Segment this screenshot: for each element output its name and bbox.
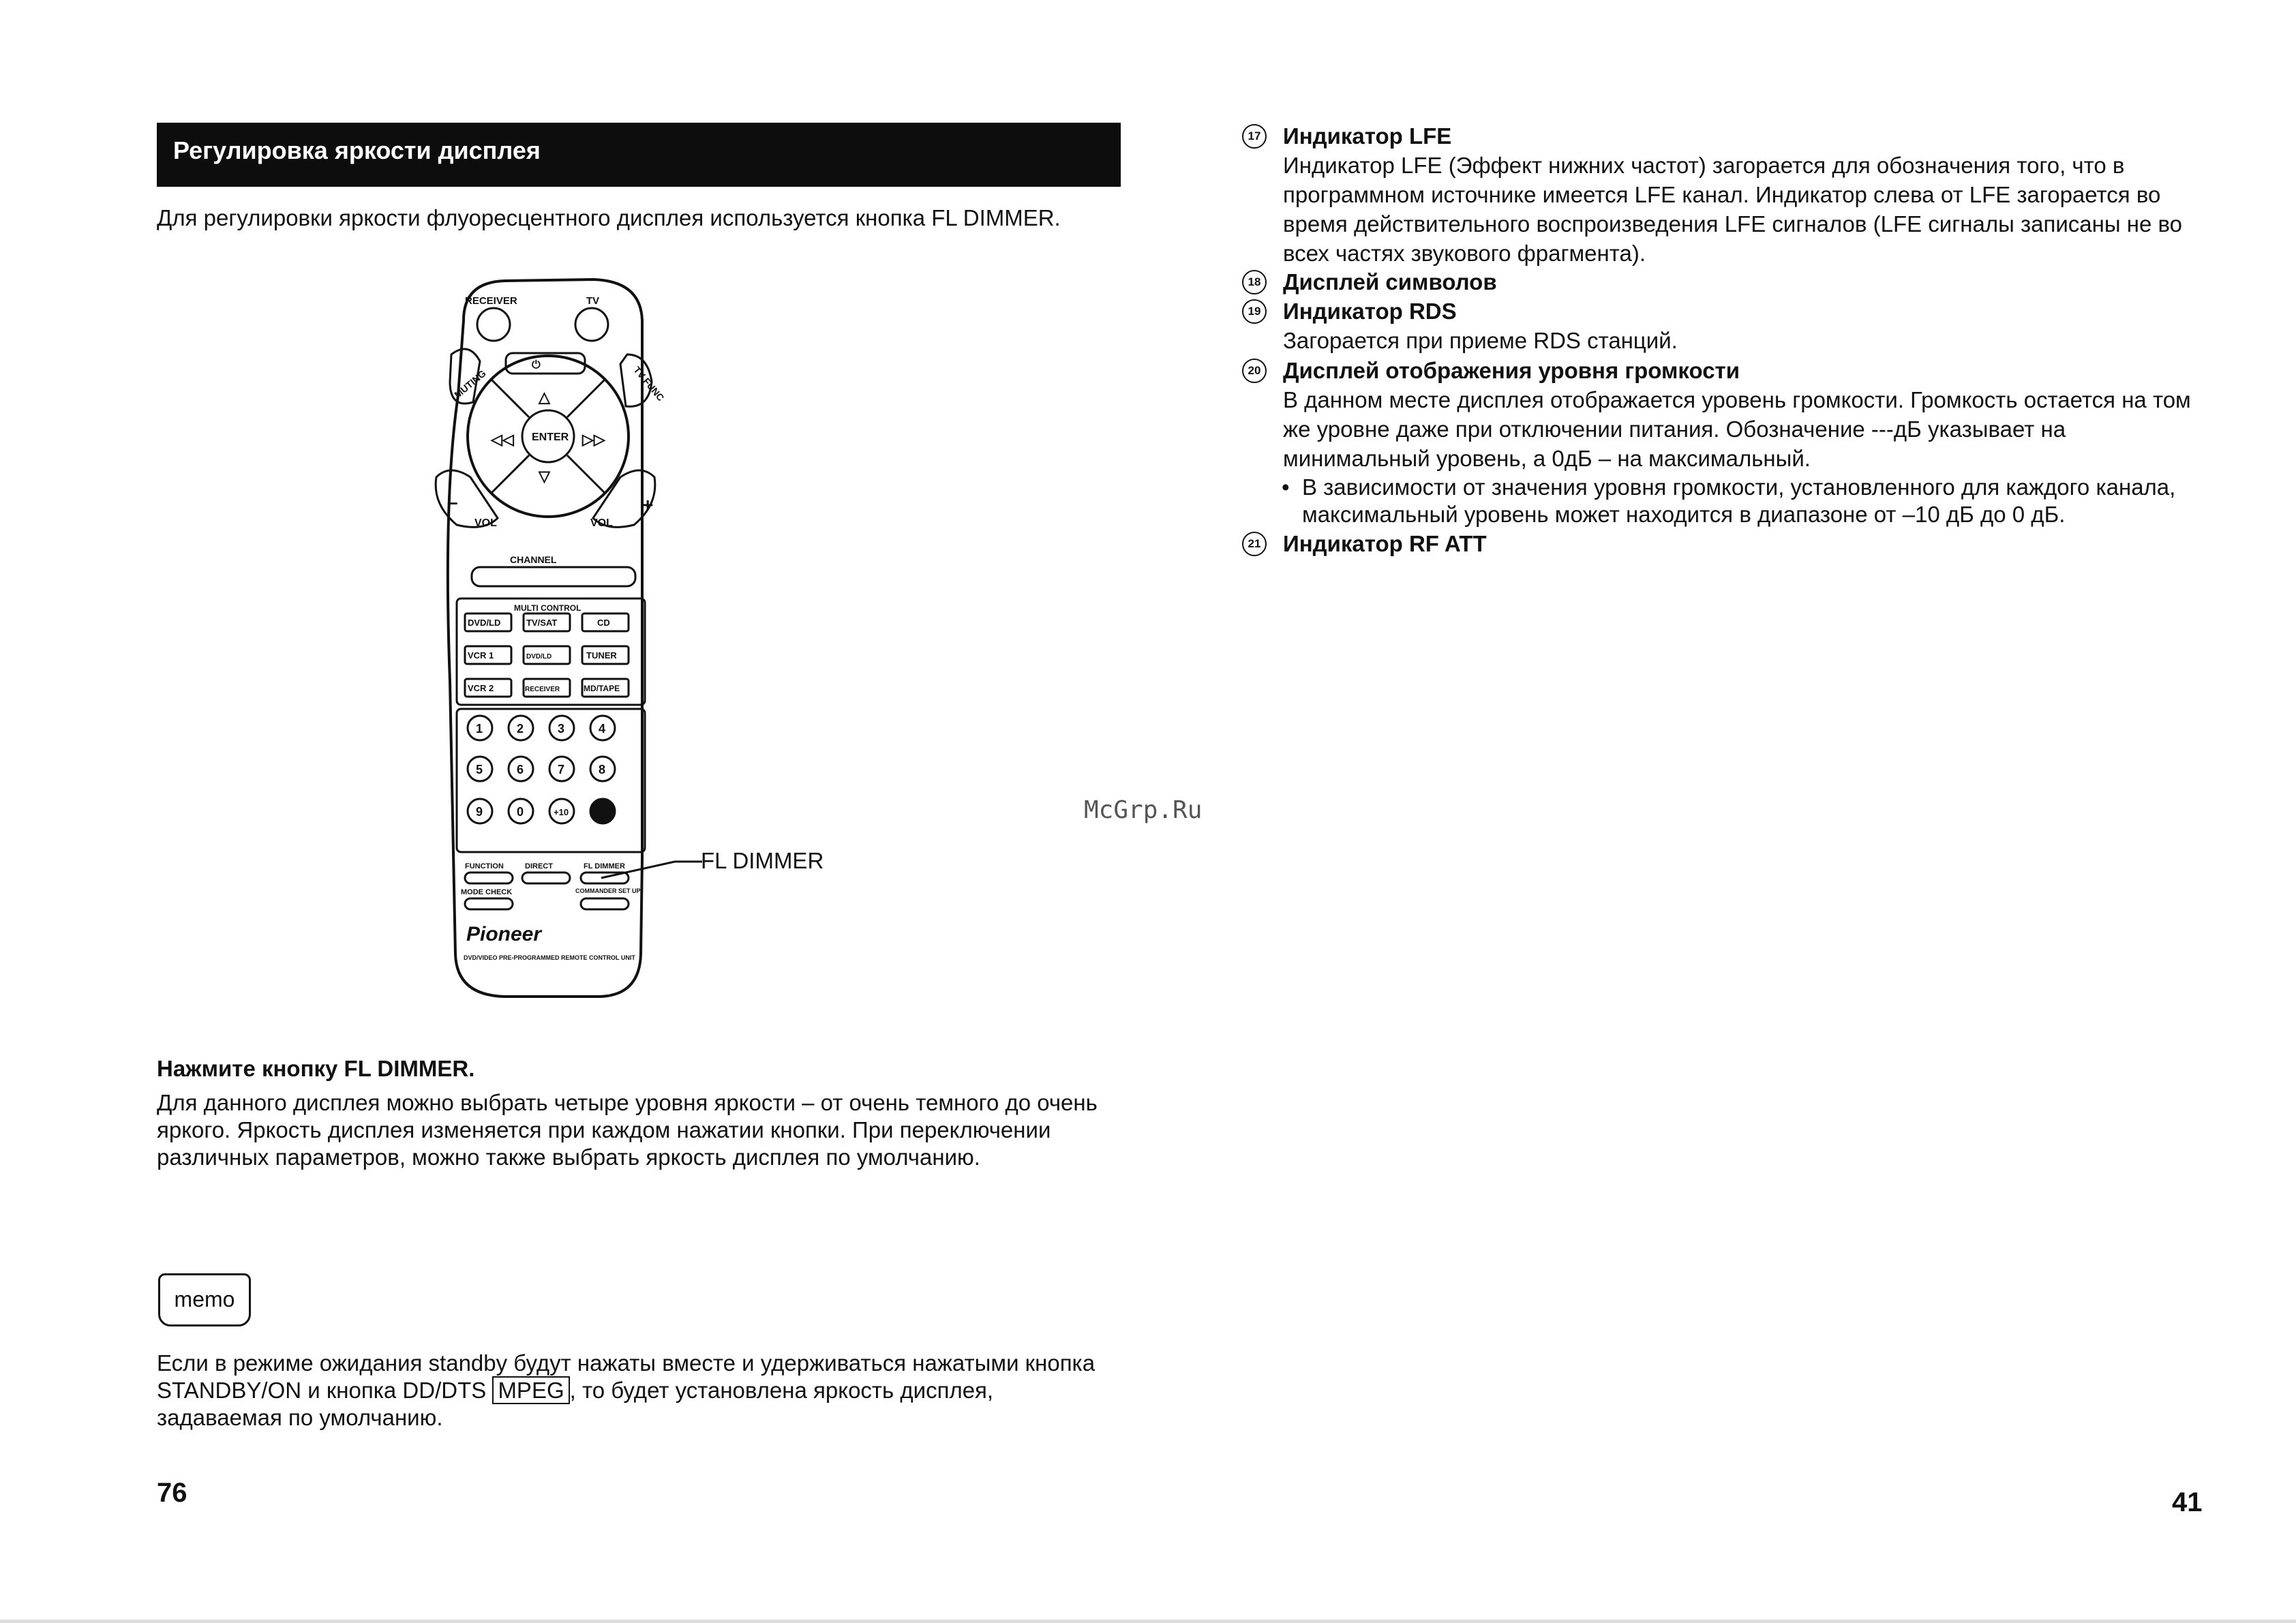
remote-source-label: DVD/LD: [468, 618, 501, 628]
list-item-17: [1242, 121, 2210, 268]
svg-text:◁◁: ◁◁: [491, 431, 514, 448]
item-title: Дисплей отображения уровня громкости: [1283, 358, 1740, 383]
remote-digit: 4: [599, 722, 606, 735]
remote-digit: 3: [558, 722, 565, 735]
remote-muting-label: MUTING: [452, 367, 488, 401]
list-item-21: [1242, 529, 2210, 558]
remote-multi-control-label: MULTI CONTROL: [514, 603, 581, 613]
item-text: Загорается при приеме RDS станций.: [1283, 328, 1678, 353]
item-text: В данном месте дисплея отображается уровень громкости. Громкость остается на том же уровне даже при отключении питания. Обозначение ---дБ указывает на минимальный уровень, а 0дБ – на максимальный.: [1283, 387, 2191, 471]
section-header-bar: [157, 123, 1121, 187]
remote-enter-label: ENTER: [532, 431, 569, 443]
remote-source-label: TUNER: [586, 650, 617, 661]
item-number-badge: 20: [1242, 359, 1267, 383]
remote-modecheck-label: MODE CHECK: [461, 888, 513, 896]
remote-source-label: MD/TAPE: [584, 684, 620, 693]
remote-vol-left: VOL: [474, 517, 497, 529]
page-number-right: 41: [2172, 1487, 2203, 1517]
scan-edge: [0, 1620, 2296, 1623]
remote-digit: 8: [599, 763, 606, 776]
remote-source-label: CD: [597, 618, 610, 628]
remote-brand: Pioneer: [466, 923, 542, 945]
remote-vol-right: VOL: [590, 517, 613, 529]
remote-source-label: TV/SAT: [526, 618, 558, 628]
remote-source-label: VCR 2: [468, 683, 494, 693]
remote-digit: 9: [476, 805, 483, 819]
memo-badge: memo: [158, 1273, 251, 1326]
memo-text-part2: , то будет установлена яркость дисплея, задаваемая по умолчанию.: [157, 1378, 994, 1430]
remote-direct-label: DIRECT: [525, 862, 553, 870]
item-title: Индикатор RDS: [1283, 299, 1457, 324]
bullet-note: • В зависимости от значения уровня громкости, установленного для каждого канала, максимальный уровень может находится в диапазоне от –10 дБ до 0 дБ.: [1282, 474, 2209, 528]
item-title: Индикатор LFE: [1283, 123, 1452, 149]
item-number-badge: 19: [1242, 299, 1267, 324]
svg-text:–: –: [447, 491, 458, 513]
instruction-text: Для данного дисплея можно выбрать четыре уровня яркости – от очень темного до очень яркого. Яркость дисплея изменяется при каждом нажатии кнопки. При переключении различных параметров, можно также выбрать яркость дисплея по умолчанию.: [157, 1090, 1098, 1170]
remote-channel-label: CHANNEL: [510, 554, 557, 565]
remote-caption: DVD/VIDEO PRE-PROGRAMMED REMOTE CONTROL UNIT: [464, 954, 635, 961]
item-title: Индикатор RF ATT: [1283, 531, 1487, 556]
svg-text:▷▷: ▷▷: [582, 431, 605, 448]
memo-text-part1: Если в режиме ожидания standby будут нажаты вместе и удерживаться нажатыми кнопка STANDBY/ON и кнопка: [157, 1350, 1096, 1403]
section-title: Регулировка яркости дисплея: [173, 136, 541, 164]
svg-text:△: △: [539, 389, 550, 406]
intro-text: Для регулировки яркости флуоресцентного дисплея используется кнопка FL DIMMER.: [157, 205, 1061, 230]
remote-digit: 6: [517, 763, 524, 776]
remote-tvfunc-label: TV FUNC: [631, 364, 667, 404]
item-number-badge: 18: [1242, 270, 1267, 294]
remote-commander-label: COMMANDER SET UP: [575, 888, 641, 894]
remote-digit: 7: [558, 763, 565, 776]
item-number-badge: 21: [1242, 532, 1267, 556]
svg-text:⏻: ⏻: [532, 359, 541, 371]
remote-digit: 1: [476, 722, 483, 735]
list-item-20: [1242, 356, 2210, 473]
remote-fldimmer-label: FL DIMMER: [584, 862, 625, 870]
memo-mpeg-badge: MPEG: [492, 1376, 569, 1404]
remote-digit: 2: [517, 722, 524, 735]
remote-source-label: DVD/LD: [526, 653, 552, 661]
list-item-19: [1242, 297, 2210, 355]
remote-digit: 5: [476, 763, 483, 776]
svg-text:+: +: [642, 494, 654, 515]
remote-receiver-label: RECEIVER: [465, 295, 517, 307]
remote-control-illustration: [423, 273, 941, 1009]
watermark: McGrp.Ru: [1084, 796, 1203, 824]
memo-dts: DD/DTS: [402, 1378, 487, 1403]
bullet-note-text: В зависимости от значения уровня громкости, установленного для каждого канала, максимальный уровень может находится в диапазоне от –10 дБ до 0 дБ.: [1302, 474, 2176, 527]
remote-digit: +10: [554, 807, 569, 817]
item-title: Дисплей символов: [1283, 269, 1497, 294]
remote-source-label: RECEIVER: [525, 686, 560, 693]
item-text: Индикатор LFE (Эффект нижних частот) загорается для обозначения того, что в программном источнике имеется LFE канал. Индикатор слева от LFE загорается во время действительного воспроизведения LFE сигналов (LFE сигналы записаны не во всех частях звукового фрагмента).: [1283, 153, 2182, 266]
remote-tv-label: TV: [586, 295, 600, 307]
remote-function-label: FUNCTION: [465, 862, 504, 870]
memo-text: [157, 1350, 1125, 1431]
page-number-left: 76: [157, 1478, 187, 1508]
remote-source-label: VCR 1: [468, 650, 494, 661]
item-number-badge: 17: [1242, 124, 1267, 149]
remote-digit: 0: [517, 805, 524, 819]
svg-text:▽: ▽: [539, 468, 550, 485]
instruction-heading: Нажмите кнопку FL DIMMER.: [157, 1056, 475, 1081]
list-item-18: [1242, 267, 2210, 297]
fl-dimmer-callout-label: FL DIMMER: [701, 848, 824, 873]
